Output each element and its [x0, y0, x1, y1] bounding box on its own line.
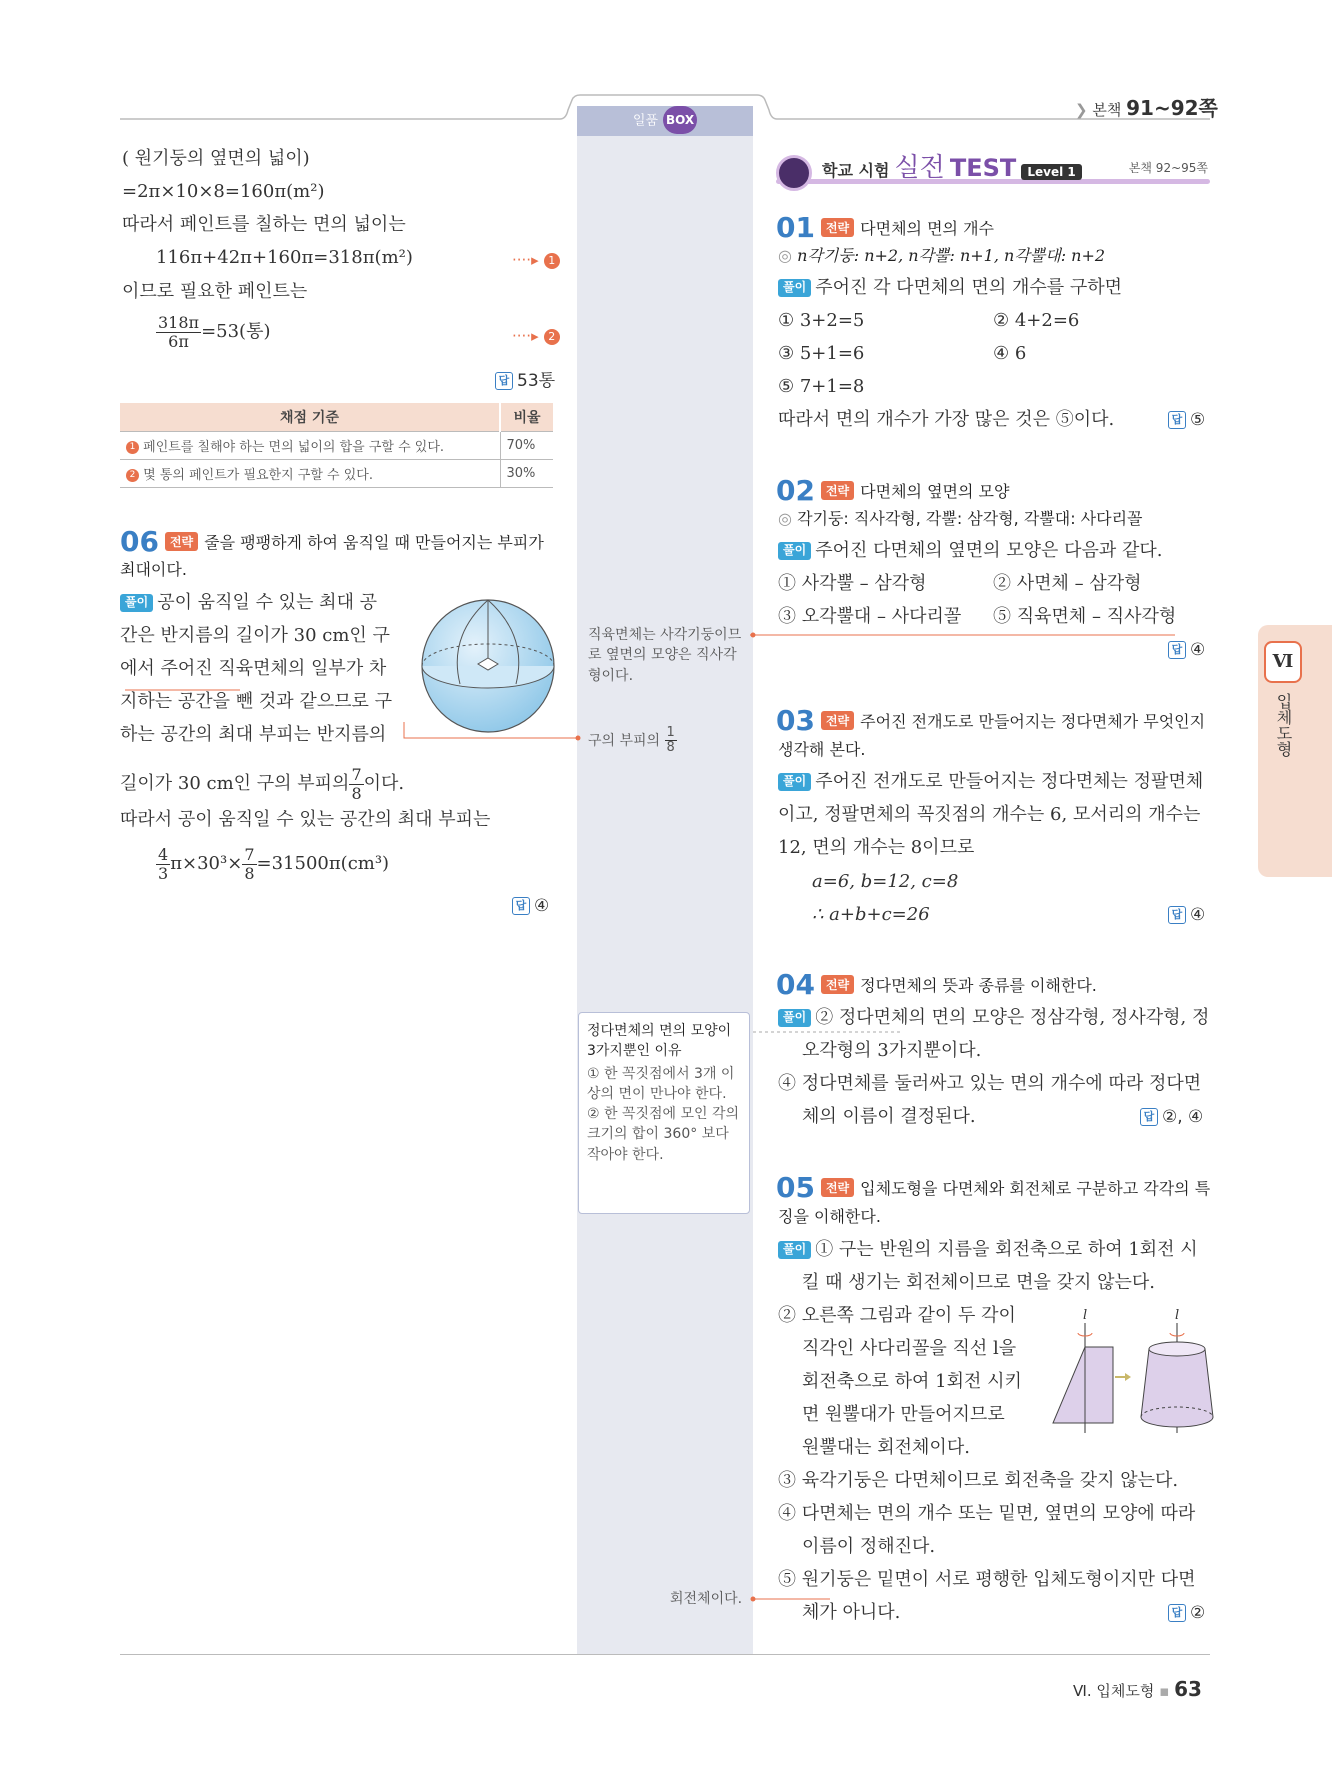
q06-p1: 풀이 공이 움직일 수 있는 최대 공 [120, 591, 377, 614]
l3: 따라서 페인트를 칠하는 면의 넓이는 [122, 214, 406, 235]
q04-s3: ④ 정다면체를 둘러싸고 있는 면의 개수에 따라 정다면 [778, 1073, 1202, 1094]
q03-s5: ∴ a+b+c=26 [812, 904, 930, 925]
q02-c1: ① 사각뿔 – 삼각형 [778, 573, 927, 594]
rotation-figure [1045, 1305, 1215, 1440]
q02-c2: ② 사면체 – 삼각형 [993, 573, 1142, 594]
answer-53: 답 53통 [495, 366, 555, 391]
q06-p2: 간은 반지름의 길이가 30 cm인 구 [120, 625, 390, 646]
q03-s2: 이고, 정팔면체의 꼭짓점의 개수는 6, 모서리의 개수는 [778, 804, 1201, 825]
q06-p7: 따라서 공이 움직일 수 있는 공간의 최대 부피는 [120, 809, 491, 830]
q04-s4: 체의 이름이 결정된다. [802, 1106, 976, 1127]
test-banner: 학교 시험 실전 TEST Level 1 본책 92~95쪽 [776, 147, 1210, 187]
q01-c4: ④ 6 [993, 343, 1027, 364]
q05-s11: ⑤ 원기둥은 밑면이 서로 평행한 입체도형이지만 다면 [778, 1569, 1196, 1590]
q05-s3: ② 오른쪽 그림과 같이 두 각이 [778, 1305, 1016, 1326]
reason-item-2: ② 한 꼭짓점에 모인 각의 크기의 합이 360° 보다 작아야 한다. [587, 1106, 740, 1163]
q06-title-2: 최대이다. [120, 560, 187, 579]
q02-hint: ◎ 각기둥: 직사각형, 각뿔: 삼각형, 각뿔대: 사다리꼴 [778, 509, 1143, 528]
q03-s1: 풀이 주어진 전개도로 만들어지는 정다면체는 정팔면체 [778, 770, 1203, 793]
reason-box-title: 정다면체의 면의 모양이 3가지뿐인 이유 [587, 1023, 732, 1060]
q03-title: 03 전략 주어진 전개도로 만들어지는 정다면체가 무엇인지 [776, 704, 1206, 737]
q03-s3: 12, 면의 개수는 8이므로 [778, 837, 975, 858]
q05-title: 05 전략 입체도형을 다면체와 회전체로 구분하고 각각의 특 [776, 1171, 1211, 1204]
page-ref: ❯ 본책 91~92쪽 [1075, 96, 1218, 120]
q01-concl: 따라서 면의 개수가 가장 많은 것은 ⑤이다. [778, 409, 1115, 430]
score-header-ratio: 비율 [500, 403, 553, 432]
mark-1: ····▸ 1 [512, 250, 560, 269]
q01-hint: ◎ n각기둥: n+2, n각뿔: n+1, n각뿔대: n+2 [778, 246, 1106, 265]
l1: ( 원기둥의 옆면의 넓이) [122, 148, 310, 169]
axis-label-2: l [1175, 1308, 1180, 1323]
q06-p3: 에서 주어진 직육면체의 일부가 차 [120, 658, 387, 679]
q01-c5: ⑤ 7+1=8 [778, 376, 865, 397]
q04-s1: 풀이 ② 정다면체의 면의 모양은 정삼각형, 정사각형, 정 [778, 1006, 1209, 1029]
q04-answer: 답 ②, ④ [1140, 1107, 1203, 1127]
q05-s2: 킬 때 생기는 회전체이므로 면을 갖지 않는다. [802, 1272, 1156, 1293]
q02-answer: 답 ④ [1168, 640, 1205, 660]
q01-answer: 답 ⑤ [1168, 410, 1205, 430]
q01-c2: ② 4+2=6 [993, 310, 1080, 331]
reason-item-1: ① 한 꼭짓점에서 3개 이상의 면이 만나야 한다. [587, 1065, 735, 1102]
q05-s12: 체가 아니다. [802, 1602, 901, 1623]
chapter-tab-text: 입체도형 [1274, 693, 1293, 757]
q01-c1: ① 3+2=5 [778, 310, 865, 331]
chapter-tab [1258, 625, 1332, 877]
l5: 이므로 필요한 페인트는 [122, 281, 308, 302]
q03-answer: 답 ④ [1168, 905, 1205, 925]
q02-c3: ③ 오각뿔대 – 사다리꼴 [778, 606, 962, 627]
l4: 116π+42π+160π=318π(m²) [156, 247, 413, 268]
q02-title: 02 전략 다면체의 옆면의 모양 [776, 474, 1010, 507]
q05-s6: 면 원뿔대가 만들어지므로 [802, 1404, 1005, 1425]
q06-p6: 길이가 30 cm인 구의 부피의 $\frac{7}{8}$ 이다. [120, 765, 405, 803]
sidenote-sphere: 구의 부피의 $\frac{1}{8}$ [588, 725, 675, 756]
axis-label-1: l [1083, 1308, 1088, 1323]
q03-s4: a=6, b=12, c=8 [812, 871, 959, 892]
table-row: 2 몇 통의 페인트가 필요한지 구할 수 있다. 30% [120, 460, 553, 488]
l2: =2π×10×8=160π(m²) [122, 181, 325, 202]
q05-s10: 이름이 정해진다. [802, 1536, 936, 1557]
q06-p4: 지하는 공간을 뺀 것과 같으므로 구 [120, 691, 393, 712]
q05-s5: 회전축으로 하여 1회전 시키 [802, 1371, 1022, 1392]
q06-formula: $\frac{4}{3}$ π×30³× $\frac{7}{8}$ =31500π(cm³) [158, 845, 390, 883]
sidenote-cuboid: 직육면체는 사각기둥이므로 옆면의 모양은 직사각형이다. [588, 627, 742, 684]
q05-s1: 풀이 ① 구는 반원의 지름을 회전축으로 하여 1회전 시 [778, 1238, 1198, 1261]
q04-s2: 오각형의 3가지뿐이다. [802, 1040, 982, 1061]
q05-title-2: 징을 이해한다. [778, 1207, 881, 1226]
q02-c5: ⑤ 직육면체 – 직사각형 [993, 606, 1177, 627]
table-row: 1 페인트를 칠해야 하는 면의 넓이의 합을 구할 수 있다. 70% [120, 432, 553, 460]
footer-rule [120, 1654, 1210, 1655]
mark-2: ····▸ 2 [512, 326, 560, 345]
l6: $\frac{318\pi}{6\pi}$ =53(통) [158, 313, 271, 351]
q05-answer: 답 ② [1168, 1603, 1205, 1623]
q04-title: 04 전략 정다면체의 뜻과 종류를 이해한다. [776, 968, 1097, 1001]
footer: Ⅵ. 입체도형 ▪ 63 [1073, 1677, 1202, 1701]
q05-s8: ③ 육각기둥은 다면체이므로 회전축을 갖지 않는다. [778, 1470, 1179, 1491]
q02-sol: 풀이 주어진 다면체의 옆면의 모양은 다음과 같다. [778, 539, 1163, 562]
score-header-criteria: 채점 기준 [120, 403, 500, 432]
q06-title: 06 전략 줄을 팽팽하게 하여 움직일 때 만들어지는 부피가 [120, 525, 544, 558]
q05-s7: 원뿔대는 회전체이다. [802, 1437, 970, 1458]
q01-c3: ③ 5+1=6 [778, 343, 865, 364]
q05-s9: ④ 다면체는 면의 개수 또는 밑면, 옆면의 모양에 따라 [778, 1503, 1196, 1524]
q01-sol: 풀이 주어진 각 다면체의 면의 개수를 구하면 [778, 276, 1122, 299]
q05-s4: 직각인 사다리꼴을 직선 l을 [802, 1338, 1017, 1359]
q06-answer: 답 ④ [512, 896, 549, 916]
q01-title: 01 전략 다면체의 면의 개수 [776, 211, 994, 244]
chapter-roman: Ⅵ [1264, 641, 1302, 683]
box-tab: 일품 BOX [577, 106, 753, 136]
q06-p5: 하는 공간의 최대 부피는 반지름의 [120, 724, 387, 745]
reason-box [578, 1012, 750, 1214]
sidenote-rotation: 회전체이다. [670, 1591, 743, 1607]
q03-title-2: 생각해 본다. [778, 740, 866, 759]
